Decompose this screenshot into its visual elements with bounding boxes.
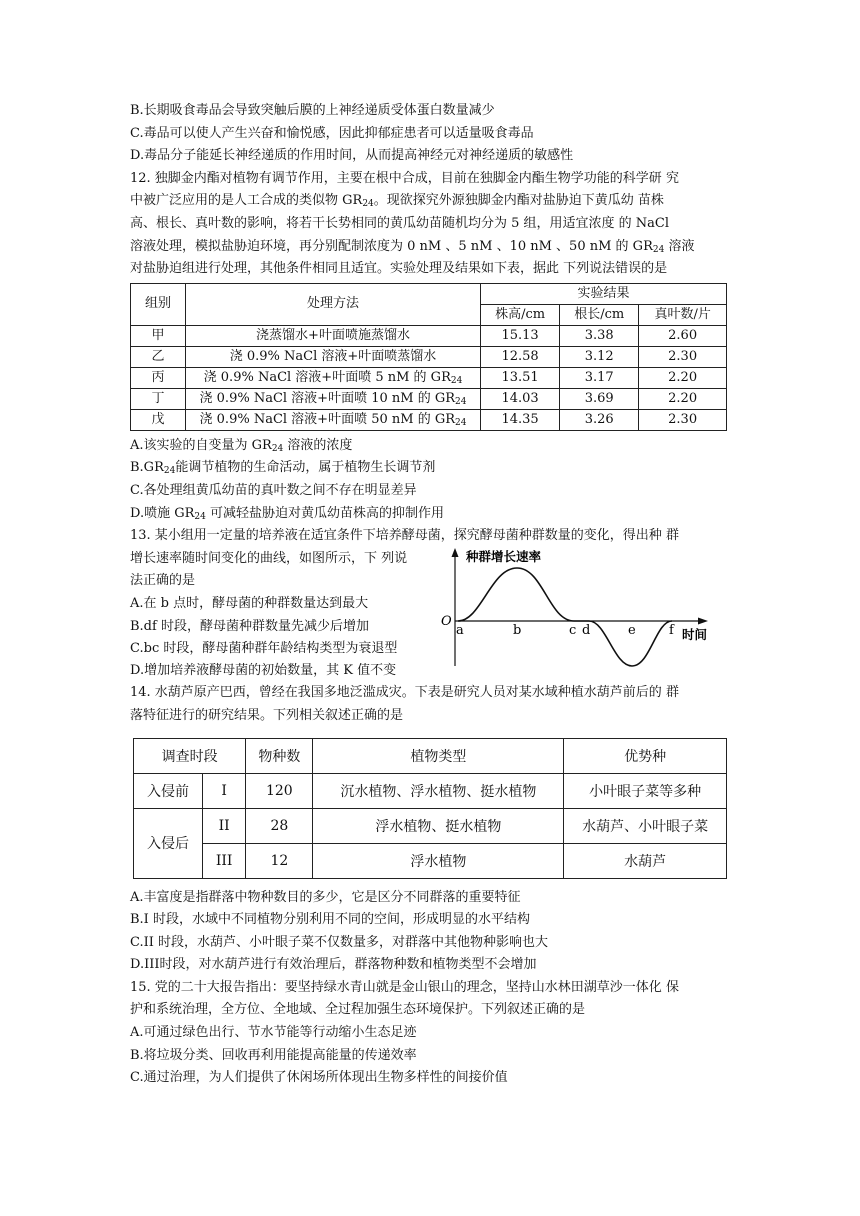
q12-option-a: A.该实验的自变量为 $GR_{24}$ 溶液的浓度	[130, 437, 353, 454]
table-row: 入侵前 I 120 沉水植物、浮水植物、挺水植物 小叶眼子菜等多种	[134, 773, 727, 808]
table-row: III 12 浮水植物 水葫芦	[134, 843, 727, 878]
q15-stem-line-1: 15. 党的二十大报告指出：要坚持绿水青山就是金山银山的理念，坚持山水林田湖草沙一体化 保	[130, 979, 679, 995]
q15-option-c: C.通过治理，为人们提供了休闲场所体现出生物多样性的间接价值	[130, 1070, 508, 1086]
table-row: 丁 浇 0.9% NaCl 溶液+叶面喷 10 nM 的 $GR_{24}$ 14.03 3.69 2.20	[131, 388, 727, 409]
q12-stem-line-4: 溶液处理，模拟盐胁迫环境，再分别配制浓度为 0 nM 、5 nM 、10 nM 、50 nM 的 $GR_{24}$ 溶液	[130, 238, 695, 255]
q12-option-b: $B.GR_{24}$能调节植物的生命活动，属于植物生长调节剂	[130, 460, 436, 477]
q15-option-b: B.将垃圾分类、回收再利用能提高能量的传递效率	[130, 1047, 417, 1063]
q13-stem-line-1: 13. 某小组用一定量的培养液在适宜条件下培养酵母菌，探究酵母菌种群数量的变化，得出种 群	[130, 528, 679, 544]
table-row: 乙 浇 0.9% NaCl 溶液+叶面喷蒸馏水 12.58 3.12 2.30	[131, 346, 727, 367]
table-row: 甲 浇蒸馏水+叶面喷施蒸馏水 15.13 3.38 2.60	[131, 325, 727, 346]
q13-stem-line-2: 增长速率随时间变化的曲线，如图所示，下 列说	[130, 550, 408, 566]
q14-survey-table	[133, 738, 727, 879]
q12-stem-line-3: 高、根长、真叶数的影响，将若干长势相同的黄瓜幼苗随机均分为 5 组，用适宜浓度 的 NaCl	[130, 215, 670, 231]
header-root: 根长/cm	[560, 304, 639, 325]
header-height: 株高/cm	[481, 304, 560, 325]
q15-option-a: A.可通过绿色出行、节水节能等行动缩小生态足迹	[130, 1025, 417, 1041]
q15-stem-line-2: 护和系统治理，全方位、全地域、全过程加强生态环境保护。下列叙述正确的是	[130, 1002, 586, 1018]
point-label-b: b	[513, 622, 522, 638]
header-dominant-species: 优势种	[564, 738, 727, 773]
q11-option-b: B.长期吸食毒品会导致突触后膜的上神经递质受体蛋白数量减少	[130, 103, 495, 118]
q14-option-a: A.丰富度是指群落中物种数目的多少，它是区分不同群落的重要特征	[130, 889, 521, 905]
point-label-a: a	[456, 622, 464, 638]
point-label-d: d	[582, 622, 591, 638]
point-label-c: c	[569, 622, 577, 638]
q13-option-a: A.在 b 点时，酵母菌的种群数量达到最大	[130, 595, 369, 611]
q11-option-d: D.毒品分子能延长神经递质的作用时间，从而提高神经元对神经递质的敏感性	[130, 148, 574, 164]
q14-option-d: D.III时段，对水葫芦进行有效治理后，群落物种数和植物类型不会增加	[130, 957, 537, 973]
point-label-e: e	[628, 622, 636, 638]
point-label-f: f	[669, 622, 674, 638]
table-row: 戊 浇 0.9% NaCl 溶液+叶面喷 50 nM 的 $GR_{24}$ 14.35 3.26 2.30	[131, 409, 727, 430]
q13-stem-line-3: 法正确的是	[130, 573, 196, 589]
q14-stem-line-2: 落特征进行的研究结果。下列相关叙述正确的是	[130, 707, 404, 723]
q12-option-c: C.各处理组黄瓜幼苗的真叶数之间不存在明显差异	[130, 482, 417, 498]
x-axis-arrow	[698, 617, 708, 624]
q12-stem-line-2: 中被广泛应用的是人工合成的类似物 $GR_{24}$。现欲探究外源独脚金内酯对盐胁迫下黄瓜幼 苗株	[130, 193, 664, 210]
header-plant-types: 植物类型	[313, 738, 564, 773]
header-period: 调查时段	[134, 738, 246, 773]
header-method: 处理方法	[186, 283, 481, 325]
table-row: 丙 浇 0.9% NaCl 溶液+叶面喷 5 nM 的 $GR_{24}$ 13.51 3.17 2.20	[131, 367, 727, 388]
y-axis-label: 种群增长速率	[466, 548, 542, 564]
table-row: 入侵后 II 28 浮水植物、挺水植物 水葫芦、小叶眼子菜	[134, 808, 727, 843]
q13-option-c: C.bc 时段，酵母菌种群年龄结构类型为衰退型	[130, 641, 398, 657]
y-axis-arrow	[452, 548, 459, 557]
q13-option-b: B.df 时段，酵母菌种群数量先减少后增加	[130, 618, 369, 634]
q13-block	[130, 548, 730, 661]
x-axis-label: 时间	[682, 626, 708, 642]
q14-option-b: B.I 时段，水域中不同植物分别利用不同的空间，形成明显的水平结构	[130, 912, 530, 928]
growth-rate-curve	[458, 568, 672, 666]
q12-option-d: D.喷施 $GR_{24}$ 可减轻盐胁迫对黄瓜幼苗株高的抑制作用	[130, 505, 444, 522]
exam-page	[130, 100, 730, 1090]
q11-option-c: C.毒品可以使人产生兴奋和愉悦感，因此抑郁症患者可以适量吸食毒品	[130, 125, 534, 141]
header-species-count: 物种数	[246, 738, 313, 773]
q12-stem-line-1: 12. 独脚金内酯对植物有调节作用，主要在根中合成，目前在独脚金内酯生物学功能的科学研 究	[130, 170, 679, 186]
q14-option-c: C.II 时段，水葫芦、小叶眼子菜不仅数量多，对群落中其他物种影响也大	[130, 934, 549, 950]
origin-label: O	[441, 613, 452, 629]
header-result: 实验结果	[481, 283, 727, 304]
header-leaf: 真叶数/片	[639, 304, 727, 325]
q12-stem-line-5: 对盐胁迫组进行处理，其他条件相同且适宜。实验处理及结果如下表，据此 下列说法错误的是	[130, 261, 668, 277]
q13-option-d: D.增加培养液酵母菌的初始数量，其 K 值不变	[130, 662, 397, 678]
growth-rate-graph	[441, 546, 718, 668]
q14-stem-line-1: 14. 水葫芦原产巴西，曾经在我国多地泛滥成灾。下表是研究人员对某水域种植水葫芦前后的 群	[130, 685, 679, 701]
q12-results-table	[130, 283, 727, 431]
header-group: 组别	[131, 283, 186, 325]
